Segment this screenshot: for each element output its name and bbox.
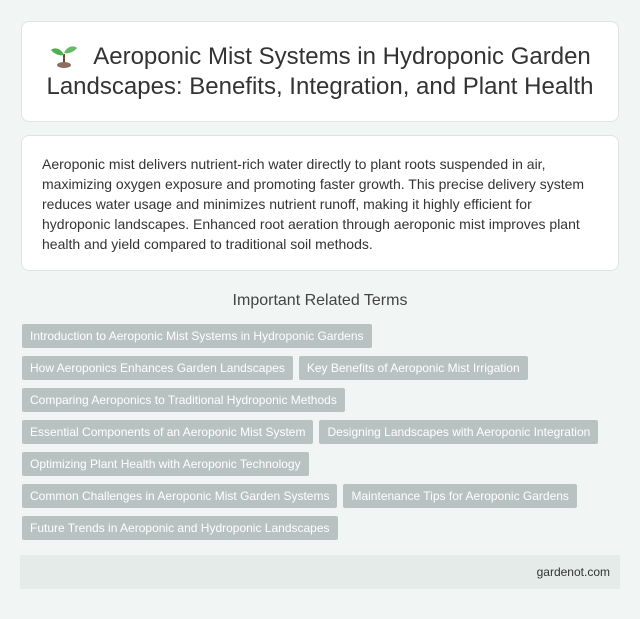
related-term-tag[interactable]: Optimizing Plant Health with Aeroponic Technology <box>22 452 309 476</box>
related-term-tag[interactable]: Key Benefits of Aeroponic Mist Irrigation <box>299 356 528 380</box>
tag-row <box>22 324 622 348</box>
tag-row <box>22 388 622 412</box>
related-term-tag[interactable]: Common Challenges in Aeroponic Mist Garden Systems <box>22 484 337 508</box>
tag-row <box>22 516 622 540</box>
related-term-tag[interactable]: Introduction to Aeroponic Mist Systems in Hydroponic Gardens <box>22 324 372 348</box>
tag-row <box>22 452 622 476</box>
related-term-tag[interactable]: Future Trends in Aeroponic and Hydroponic Landscapes <box>22 516 338 540</box>
related-term-tag[interactable]: Comparing Aeroponics to Traditional Hydroponic Methods <box>22 388 345 412</box>
related-term-tag[interactable]: How Aeroponics Enhances Garden Landscapes <box>22 356 293 380</box>
tag-row <box>22 420 622 444</box>
related-term-tag[interactable]: Maintenance Tips for Aeroponic Gardens <box>343 484 576 508</box>
related-term-tag[interactable]: Designing Landscapes with Aeroponic Integration <box>319 420 598 444</box>
related-term-tag[interactable]: Essential Components of an Aeroponic Mist System <box>22 420 313 444</box>
title-card <box>21 21 619 122</box>
tag-row <box>22 484 622 508</box>
page-title-text: Aeroponic Mist Systems in Hydroponic Garden Landscapes: Benefits, Integration, and Plant Health <box>46 42 594 100</box>
summary-text: Aeroponic mist delivers nutrient-rich water directly to plant roots suspended in air, maximizing oxygen exposure and promoting faster growth. This precise delivery system reduces water usage and minimizes nutrient runoff, making it highly efficient for hydroponic landscapes. Enhanced root aeration through aeroponic mist improves plant health and yield compared to traditional soil methods. <box>42 156 585 252</box>
related-terms-list <box>22 324 622 548</box>
tag-row <box>22 356 622 380</box>
related-terms-heading: Important Related Terms <box>232 292 408 309</box>
page-title <box>40 42 600 102</box>
summary-card <box>21 135 619 271</box>
sprout-icon <box>49 42 79 68</box>
footer <box>20 555 620 589</box>
footer-site-link[interactable]: gardenot.com <box>536 565 610 579</box>
